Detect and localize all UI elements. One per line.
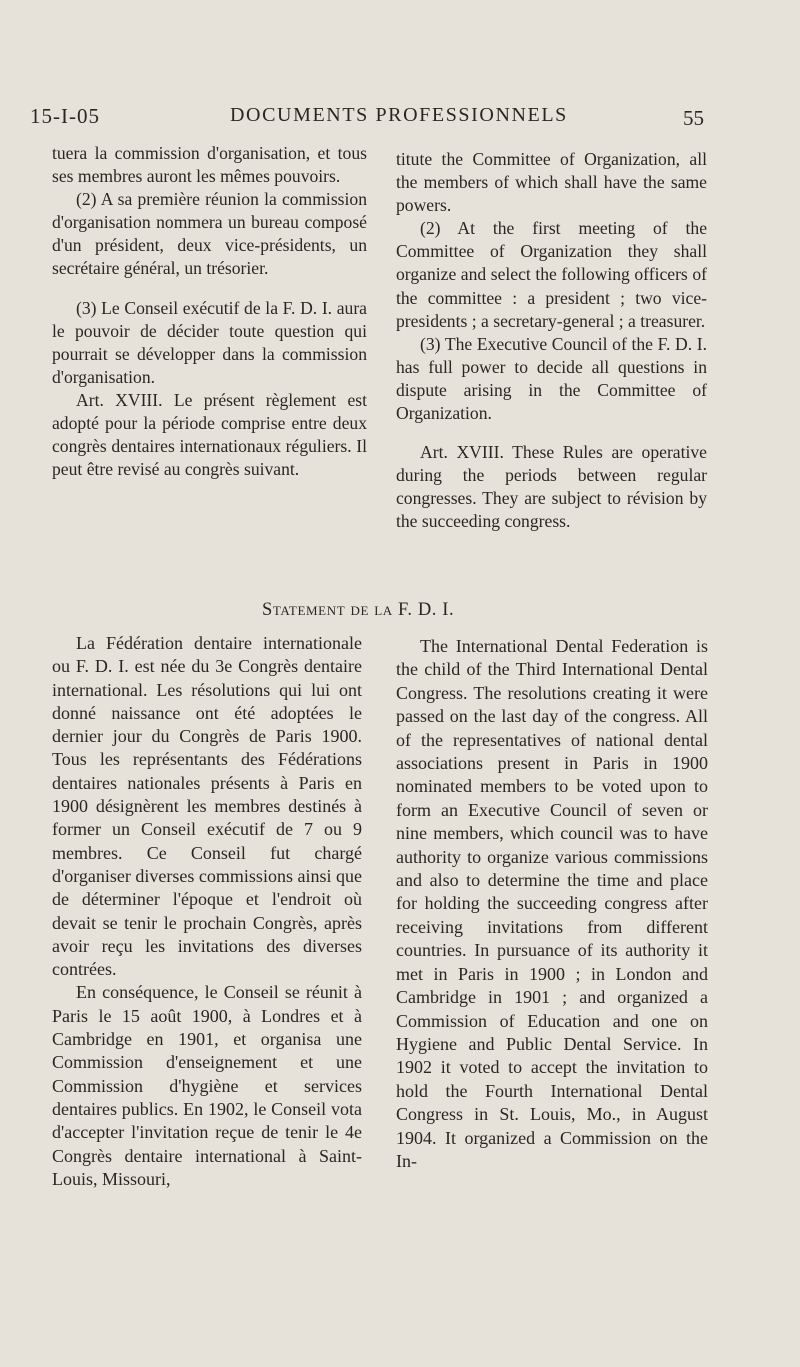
english-article-xviii: Art. XVIII. These Rules are operative during the periods between regular congresses. They are subject to révision by the succeeding congress. (396, 442, 707, 532)
running-title: DOCUMENTS PROFESSIONNELS (230, 104, 568, 126)
english-column-top (396, 148, 707, 534)
running-header (30, 104, 704, 134)
french-paragraph: La Fédération dentaire internationale ou F. D. I. est née du 3e Congrès dentaire international. Les résolutions qui lui ont donné naissance ont été adoptées le dernier jour du Congrès de Paris 1900. Tous les représentants des Fédérations dentaires nationales présents à Paris en 1900 désignèrent les membres destinés à former un Conseil exécutif de 7 ou 9 membres. Ce Conseil fut chargé d'organiser diverses commissions ainsi que de déterminer l'époque et l'endroit où devait se tenir le prochain Congrès, après avoir reçu les invitations des diverses contrées. (52, 633, 362, 980)
issue-number: 15-I-05 (30, 104, 100, 128)
french-paragraph: (3) Le Conseil exécutif de la F. D. I. aura le pouvoir de décider toute question qui pourrait se développer dans la commission d'organisation. (52, 297, 367, 387)
english-paragraph: (2) At the first meeting of the Committee of Organization they shall organize and select the following officers of the committee : a president ; two vice-presidents ; a secretary-general ; a treasurer. (396, 218, 707, 331)
page-number: 55 (683, 106, 704, 130)
french-paragraph: En conséquence, le Conseil se réunit à Paris le 15 août 1900, à Londres et à Cambridge en 1901, et organisa une Commission d'enseignement et une Commission d'hygiène et services dentaires publics. En 1902, le Conseil vota d'accepter l'invitation reçue de tenir le 4e Congrès dentaire international à Saint-Louis, Missouri, (52, 982, 362, 1189)
english-paragraph: (3) The Executive Council of the F. D. I. has full power to decide all questions in dispute arising in the Committee of Organization. (396, 333, 707, 424)
english-column-bottom (396, 635, 708, 1173)
french-article-xviii: Art. XVIII. Le présent règlement est adopté pour la période comprise entre deux congrès dentaires internationaux réguliers. Il peut être revisé au congrès suivant. (52, 389, 367, 480)
english-paragraph: The International Dental Federation is the child of the Third International Dental Congress. The resolutions creating it were passed on the last day of the congress. All of the representatives of national dental associations present in Paris in 1900 nominated members to be voted upon to form an Executive Council of seven or nine members, which council was to have authority to organize various commissions and also to determine the time and place for holding the succeeding congress after receiving invitations from different countries. In pursuance of its authority it met in Paris in 1900 ; in London and Cambridge in 1901 ; and organized a Commission of Education and one on Hygiene and Public Dental Service. In 1902 it voted to accept the invitation to hold the Fourth International Dental Congress in St. Louis, Mo., in August 1904. It organized a Commission on the In- (396, 636, 708, 1171)
french-paragraph: (2) A sa première réunion la commission d'organisation nommera un bureau composé d'un président, deux vice-présidents, un secrétaire général, un trésorier. (52, 189, 367, 279)
french-column-bottom (52, 632, 362, 1191)
english-paragraph: titute the Committee of Organization, all the members of which shall have the same powers. (396, 149, 707, 216)
section-heading: Statement de la F. D. I. (262, 600, 455, 620)
french-column-top (52, 142, 367, 481)
french-paragraph: tuera la commission d'organisation, et tous ses membres auront les mêmes pouvoirs. (52, 143, 367, 187)
